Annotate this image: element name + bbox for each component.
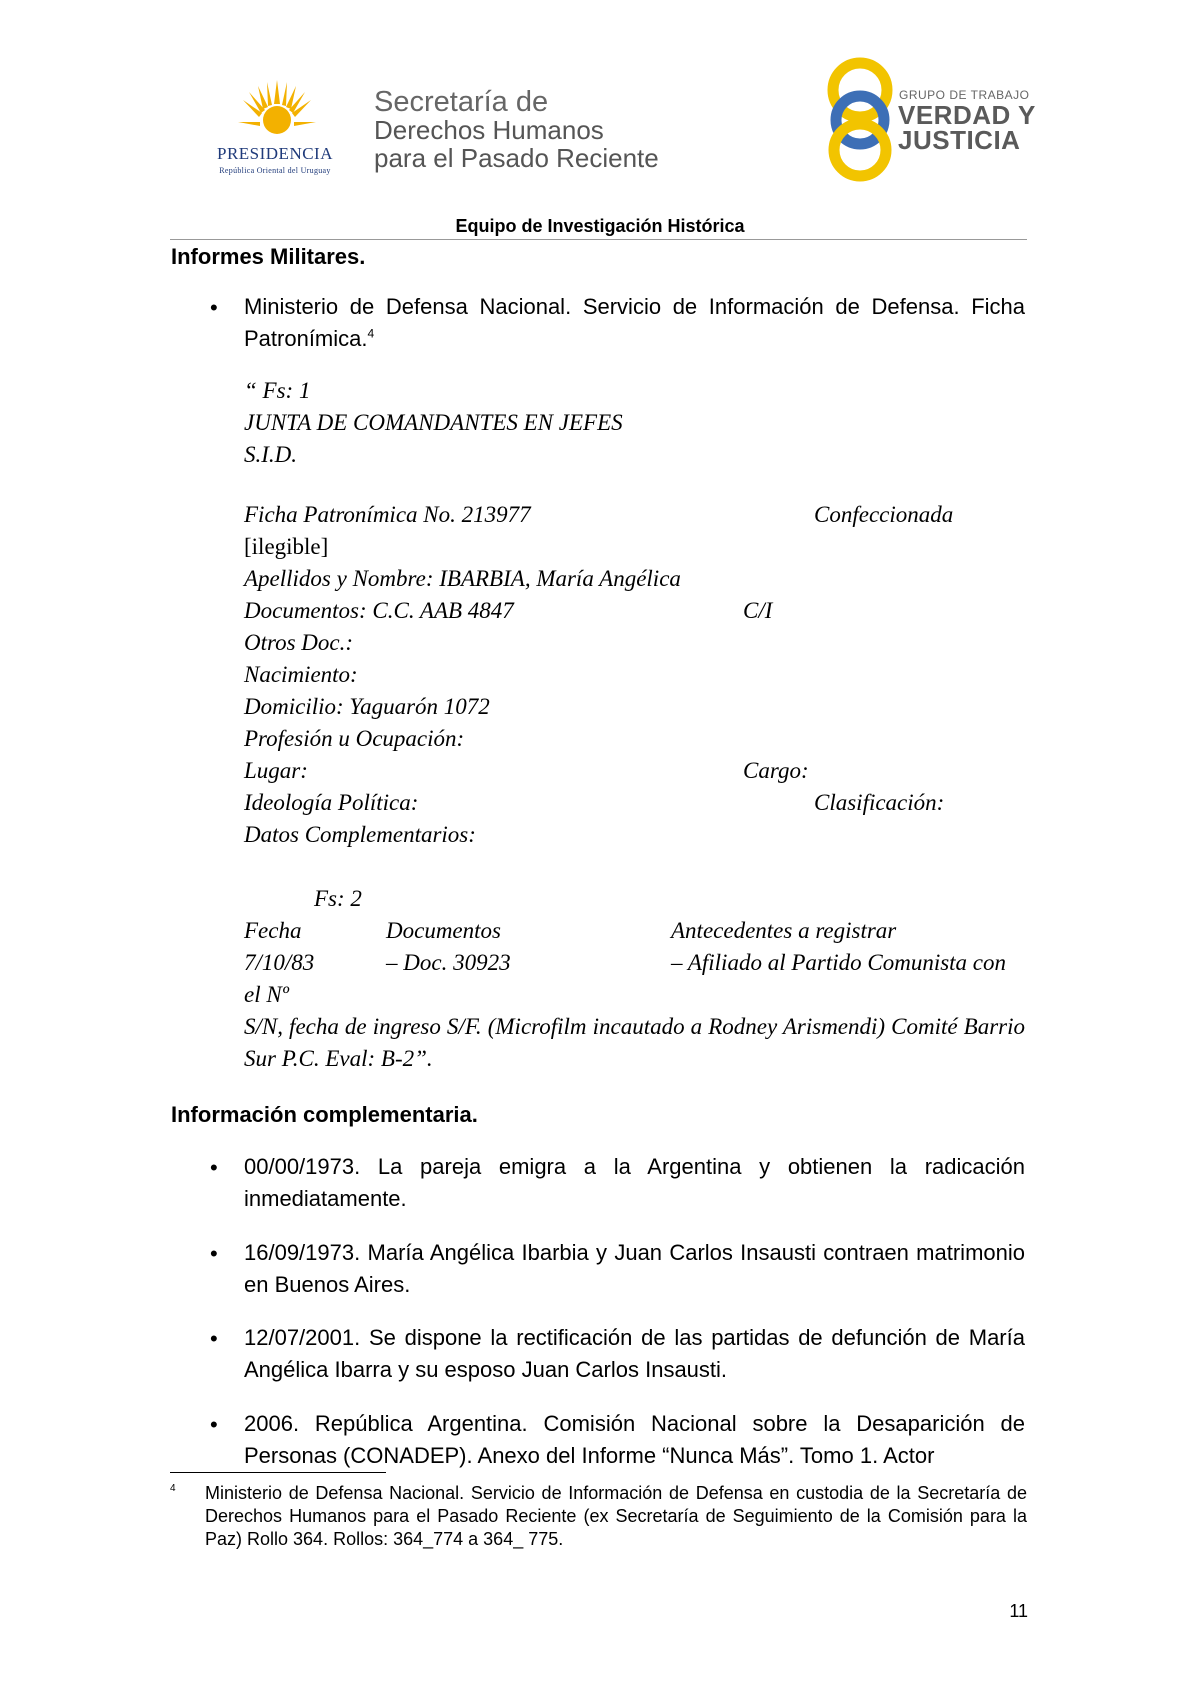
presidencia-logo xyxy=(196,80,354,180)
footnote-number: 4 xyxy=(170,1483,176,1494)
ficha-lugar: Lugar: xyxy=(244,758,308,783)
informes-bullet-text: Ministerio de Defensa Nacional. Servicio de Información de Defensa. Ficha Patronímica. xyxy=(244,294,1025,351)
ficha-col-antecedentes: Antecedentes a registrar xyxy=(671,918,897,943)
ficha-row-fecha: 7/10/83 xyxy=(244,950,315,975)
ficha-otros-doc: Otros Doc.: xyxy=(244,630,354,655)
ficha-col-documentos: Documentos xyxy=(386,918,501,943)
header-divider xyxy=(170,239,1027,240)
page-header xyxy=(0,0,1190,236)
bullet-dot: • xyxy=(210,295,218,320)
linked-rings-icon xyxy=(822,56,898,182)
ficha-continuation: S/N, fecha de ingreso S/F. (Microfilm incautado a Rodney Arismendi) Comité Barrio Sur P.C. Eval: B-2”. xyxy=(244,1014,1025,1071)
section-title-complementaria: Información complementaria. xyxy=(171,1102,478,1127)
secretaria-line-3: para el Pasado Reciente xyxy=(374,143,659,173)
ficha-col-fecha: Fecha xyxy=(244,918,302,943)
ficha-nacimiento: Nacimiento: xyxy=(244,662,358,687)
bullet-dot: • xyxy=(210,1412,218,1437)
team-heading: Equipo de Investigación Histórica xyxy=(455,216,745,236)
grupo-label: GRUPO DE TRABAJO xyxy=(899,88,1030,102)
complementaria-item-1: 00/00/1973. La pareja emigra a la Argentina y obtienen la radicación inmediatamente. xyxy=(244,1154,1025,1211)
ficha-ilegible: [ilegible] xyxy=(244,534,329,559)
justicia-label: JUSTICIA xyxy=(898,125,1021,155)
ficha-confeccionada: Confeccionada xyxy=(814,502,954,527)
ficha-row-doc: – Doc. 30923 xyxy=(386,950,511,975)
secretaria-line-2: Derechos Humanos xyxy=(374,115,604,145)
ficha-fs1: “ Fs: 1 xyxy=(244,378,311,403)
sun-icon xyxy=(238,80,316,140)
footnote-divider xyxy=(170,1472,386,1473)
ficha-apellidos: Apellidos y Nombre: IBARBIA, María Angélica xyxy=(244,566,681,591)
ficha-number: Ficha Patronímica No. 213977 xyxy=(244,502,531,527)
footnote-text: Ministerio de Defensa Nacional. Servicio de Información de Defensa en custodia de la Secretaría de Derechos Humanos para el Pasado Reciente (ex Secretaría de Seguimiento de la Comisión para la Paz) Rollo 364. Rollos: 364_774 a 364_ 775. xyxy=(205,1483,1027,1549)
ficha-datos: Datos Complementarios: xyxy=(244,822,476,847)
bullet-dot: • xyxy=(210,1241,218,1266)
ficha-fs2: Fs: 2 xyxy=(314,886,362,911)
ficha-junta: JUNTA DE COMANDANTES EN JEFES xyxy=(244,410,623,435)
ficha-ci: C/I xyxy=(743,598,773,623)
ficha-profesion: Profesión u Ocupación: xyxy=(244,726,465,751)
bullet-dot: • xyxy=(210,1155,218,1180)
complementaria-item-3: 12/07/2001. Se dispone la rectificación de las partidas de defunción de María Angélica Ibarra y su esposo Juan Carlos Insausti. xyxy=(244,1325,1025,1382)
verdad-justicia-logo xyxy=(822,56,1036,182)
presidencia-subtitle: República Oriental del Uruguay xyxy=(219,166,331,175)
ficha-ideologia: Ideología Política: xyxy=(244,790,419,815)
footnote-ref: 4 xyxy=(367,326,375,341)
verdad-label: VERDAD Y xyxy=(898,100,1036,130)
informes-bullet-item xyxy=(244,291,1025,355)
page-number: 11 xyxy=(1009,1601,1028,1621)
ficha-row-antecedente: – Afiliado al Partido Comunista con xyxy=(671,950,1007,975)
bullet-dot: • xyxy=(210,1326,218,1351)
ficha-domicilio: Domicilio: Yaguarón 1072 xyxy=(244,694,490,719)
ficha-documentos: Documentos: C.C. AAB 4847 xyxy=(244,598,514,623)
complementaria-item-4: 2006. República Argentina. Comisión Nacional sobre la Desaparición de Personas (CONADEP). Anexo del Informe “Nunca Más”. Tomo 1. Actor xyxy=(244,1411,1025,1468)
ficha-cargo: Cargo: xyxy=(743,758,809,783)
presidencia-name: PRESIDENCIA xyxy=(216,144,333,163)
secretaria-logo-text xyxy=(374,88,659,172)
ficha-clasificacion: Clasificación: xyxy=(814,790,945,815)
ficha-sid: S.I.D. xyxy=(244,442,298,467)
complementaria-item-2: 16/09/1973. María Angélica Ibarbia y Juan Carlos Insausti contraen matrimonio en Buenos Aires. xyxy=(244,1240,1025,1297)
ficha-el-no: el Nº xyxy=(244,982,289,1007)
section-title-informes: Informes Militares. xyxy=(171,244,366,269)
secretaria-line-1: Secretaría de xyxy=(374,86,549,118)
